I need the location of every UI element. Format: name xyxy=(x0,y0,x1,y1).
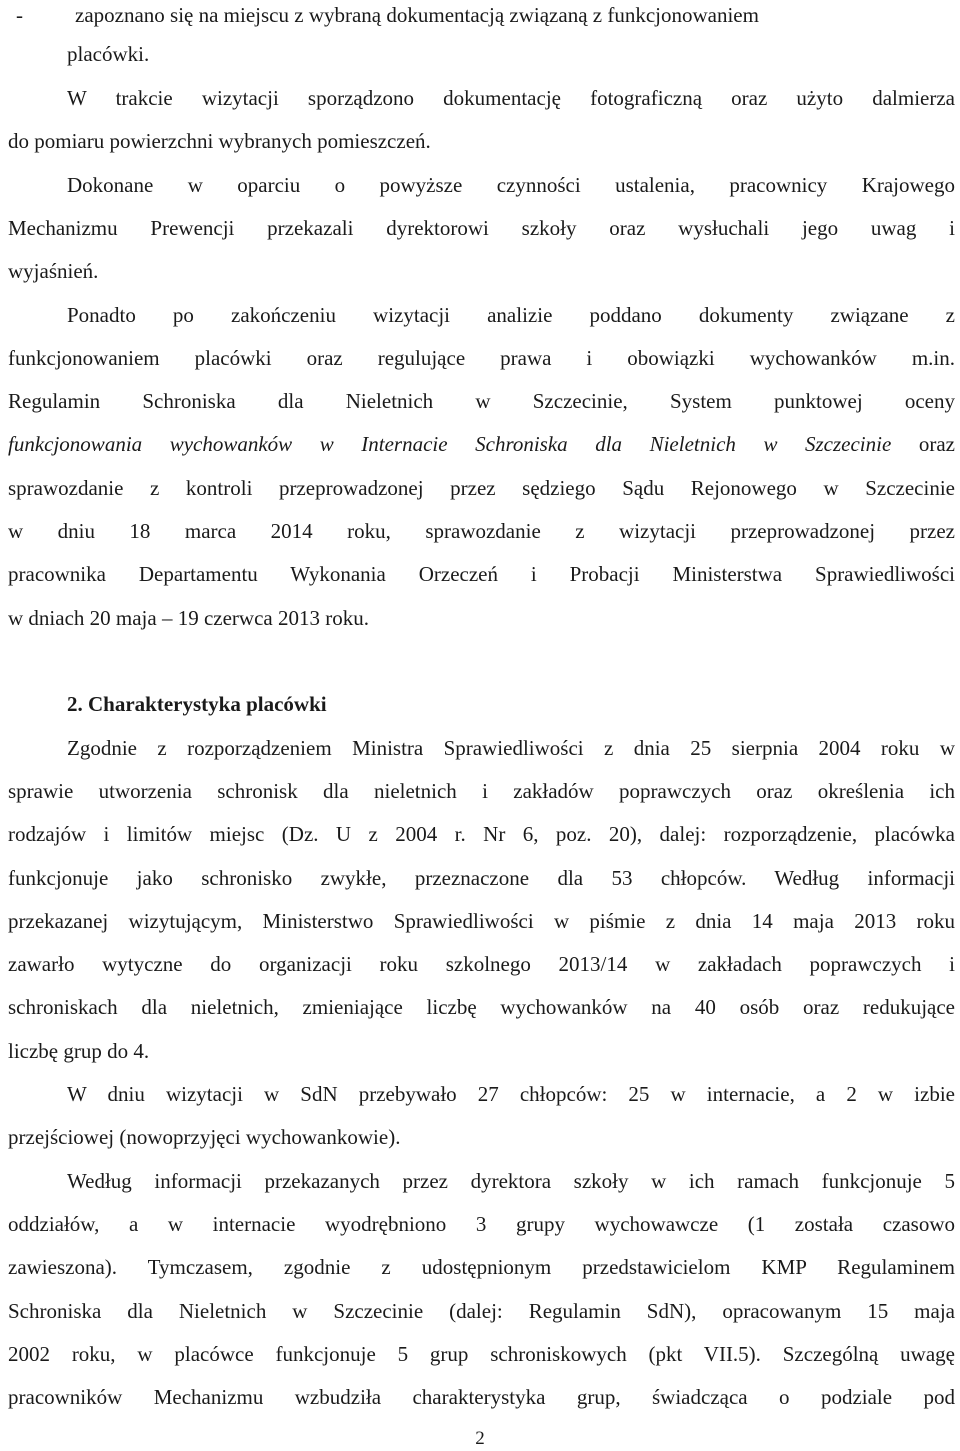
paragraph-text: oraz xyxy=(918,432,955,456)
paragraph-line: rodzajów i limitów miejsc (Dz. U z 2004 r. Nr 6, poz. 20), dalej: rozporządzenie, placówka xyxy=(8,822,955,846)
paragraph-line: Regulamin Schroniska dla Nieletnich w Szczecinie, System punktowej oceny xyxy=(8,389,955,413)
section-title: Charakterystyka placówki xyxy=(88,692,327,716)
paragraph-line: Zgodnie z rozporządzeniem Ministra Sprawiedliwości z dnia 25 sierpnia 2004 roku w xyxy=(67,736,955,760)
paragraph-line: Dokonane w oparciu o powyższe czynności ustalenia, pracownicy Krajowego xyxy=(67,173,955,197)
paragraph-line: pracowników Mechanizmu wzbudziła charakterystyka grup, świadcząca o podziale pod xyxy=(8,1385,955,1409)
section-heading xyxy=(67,689,955,719)
paragraph-line: Ponadto po zakończeniu wizytacji analizie poddano dokumenty związane z xyxy=(67,303,955,327)
paragraph-line: przekazanej wizytującym, Ministerstwo Sprawiedliwości w piśmie z dnia 14 maja 2013 roku xyxy=(8,909,955,933)
paragraph-line: do pomiaru powierzchni wybranych pomieszczeń. xyxy=(8,129,431,153)
paragraph-line: schroniskach dla nieletnich, zmieniające liczbę wychowanków na 40 osób oraz redukujące xyxy=(8,995,955,1019)
paragraph-line: pracownika Departamentu Wykonania Orzeczeń i Probacji Ministerstwa Sprawiedliwości xyxy=(8,562,955,586)
paragraph-line: sprawie utworzenia schronisk dla nieletnich i zakładów poprawczych oraz określenia ich xyxy=(8,779,955,803)
paragraph-line: funkcjonowaniem placówki oraz regulujące prawa i obowiązki wychowanków m.in. xyxy=(8,346,955,370)
paragraph-line: Mechanizmu Prewencji przekazali dyrektorowi szkoły oraz wysłuchali jego uwag i xyxy=(8,216,955,240)
bullet-text-line: placówki. xyxy=(67,42,150,66)
paragraph-line: przejściowej (nowoprzyjęci wychowankowie). xyxy=(8,1125,401,1149)
bullet-item xyxy=(8,0,955,30)
paragraph-line: w dniu 18 marca 2014 roku, sprawozdanie z wizytacji przeprowadzonej przez xyxy=(8,519,955,543)
paragraph-line: Według informacji przekazanych przez dyrektora szkoły w ich ramach funkcjonuje 5 xyxy=(67,1169,955,1193)
paragraph-line: w dniach 20 maja – 19 czerwca 2013 roku. xyxy=(8,606,369,630)
paragraph-line: W dniu wizytacji w SdN przebywało 27 chłopców: 25 w internacie, a 2 w izbie xyxy=(67,1082,955,1106)
bullet-text-line: zapoznano się na miejscu z wybraną dokumentacją związaną z funkcjonowaniem xyxy=(75,3,759,27)
paragraph-line: liczbę grup do 4. xyxy=(8,1039,150,1063)
paragraph-line: oddziałów, a w internacie wyodrębniono 3 grupy wychowawcze (1 została czasowo xyxy=(8,1212,955,1236)
bullet-marker: - xyxy=(16,3,23,27)
paragraph-line: wyjaśnień. xyxy=(8,259,99,283)
paragraph-line: Schroniska dla Nieletnich w Szczecinie (dalej: Regulamin SdN), opracowanym 15 maja xyxy=(8,1299,955,1323)
section-number: 2. xyxy=(67,692,83,716)
paragraph-line: W trakcie wizytacji sporządzono dokumentację fotograficzną oraz użyto dalmierza xyxy=(67,86,955,110)
document-title-italic: funkcjonowania wychowanków w Internacie Schroniska dla Nieletnich w Szczecinie xyxy=(8,432,892,456)
paragraph-line xyxy=(8,429,955,459)
paragraph-line: funkcjonuje jako schronisko zwykłe, przeznaczone dla 53 chłopców. Według informacji xyxy=(8,866,955,890)
paragraph-line: zawarło wytyczne do organizacji roku szkolnego 2013/14 w zakładach poprawczych i xyxy=(8,952,955,976)
paragraph-line: 2002 roku, w placówce funkcjonuje 5 grup schroniskowych (pkt VII.5). Szczególną uwagę xyxy=(8,1342,955,1366)
page-number: 2 xyxy=(475,1428,485,1449)
paragraph-line: zawieszona). Tymczasem, zgodnie z udostępnionym przedstawicielom KMP Regulaminem xyxy=(8,1255,955,1279)
paragraph-line: sprawozdanie z kontroli przeprowadzonej przez sędziego Sądu Rejonowego w Szczecinie xyxy=(8,476,955,500)
